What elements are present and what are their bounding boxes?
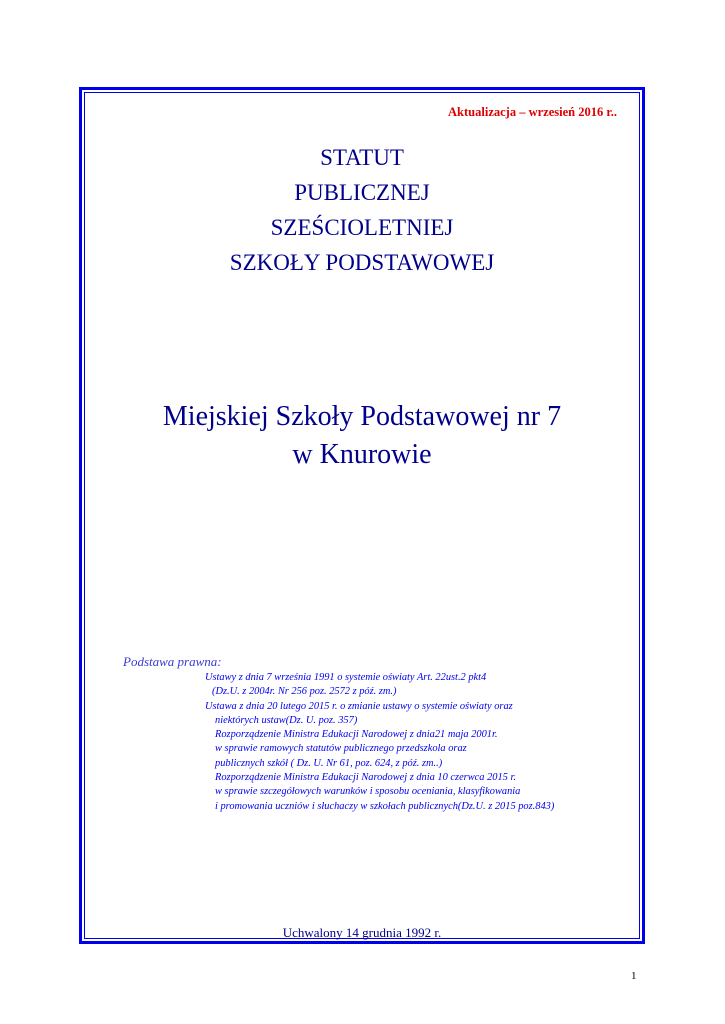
legal-basis-line: w sprawie ramowych statutów publicznego przedszkola oraz	[215, 743, 467, 755]
title-line: SZKOŁY PODSTAWOWEJ	[229, 250, 495, 275]
legal-basis-line: (Dz.U. z 2004r. Nr 256 poz. 2572 z póź. zm.)	[212, 686, 397, 698]
school-name-line: w Knurowie	[292, 439, 432, 470]
legal-basis-line: publicznych szkół ( Dz. U. Nr 61, poz. 624, z póź. zm..)	[215, 757, 443, 769]
page-number: 1	[631, 970, 637, 982]
school-name-line: Miejskiej Szkoły Podstawowej nr 7	[162, 401, 562, 432]
update-note: Aktualizacja – wrzesień 2016 r..	[448, 105, 617, 119]
title-line: SZEŚCIOLETNIEJ	[270, 215, 454, 240]
legal-basis-heading: Podstawa prawna:	[123, 654, 222, 669]
legal-basis-line: Ustawa z dnia 20 lutego 2015 r. o zmianie ustawy o systemie oświaty oraz	[205, 700, 513, 712]
legal-basis-line: Ustawy z dnia 7 września 1991 o systemie oświaty Art. 22ust.2 pkt4	[205, 672, 487, 683]
legal-basis-list	[205, 671, 554, 814]
legal-basis-line: Rozporządzenie Ministra Edukacji Narodowej z dnia21 maja 2001r.	[215, 729, 498, 741]
title-line: PUBLICZNEJ	[294, 180, 430, 205]
legal-basis-line: Rozporządzenie Ministra Edukacji Narodowej z dnia 10 czerwca 2015 r.	[215, 772, 516, 784]
legal-basis-line: i promowania uczniów i słuchaczy w szkołach publicznych(Dz.U. z 2015 poz.843)	[215, 800, 555, 812]
school-name	[84, 398, 640, 474]
document-title	[84, 140, 640, 280]
title-line: STATUT	[320, 145, 404, 170]
adoption-date: Uchwalony 14 grudnia 1992 r.	[282, 925, 442, 940]
legal-basis-line: niektórych ustaw(Dz. U. poz. 357)	[215, 714, 358, 726]
legal-basis-line: w sprawie szczegółowych warunków i sposobu oceniania, klasyfikowania	[215, 786, 521, 798]
